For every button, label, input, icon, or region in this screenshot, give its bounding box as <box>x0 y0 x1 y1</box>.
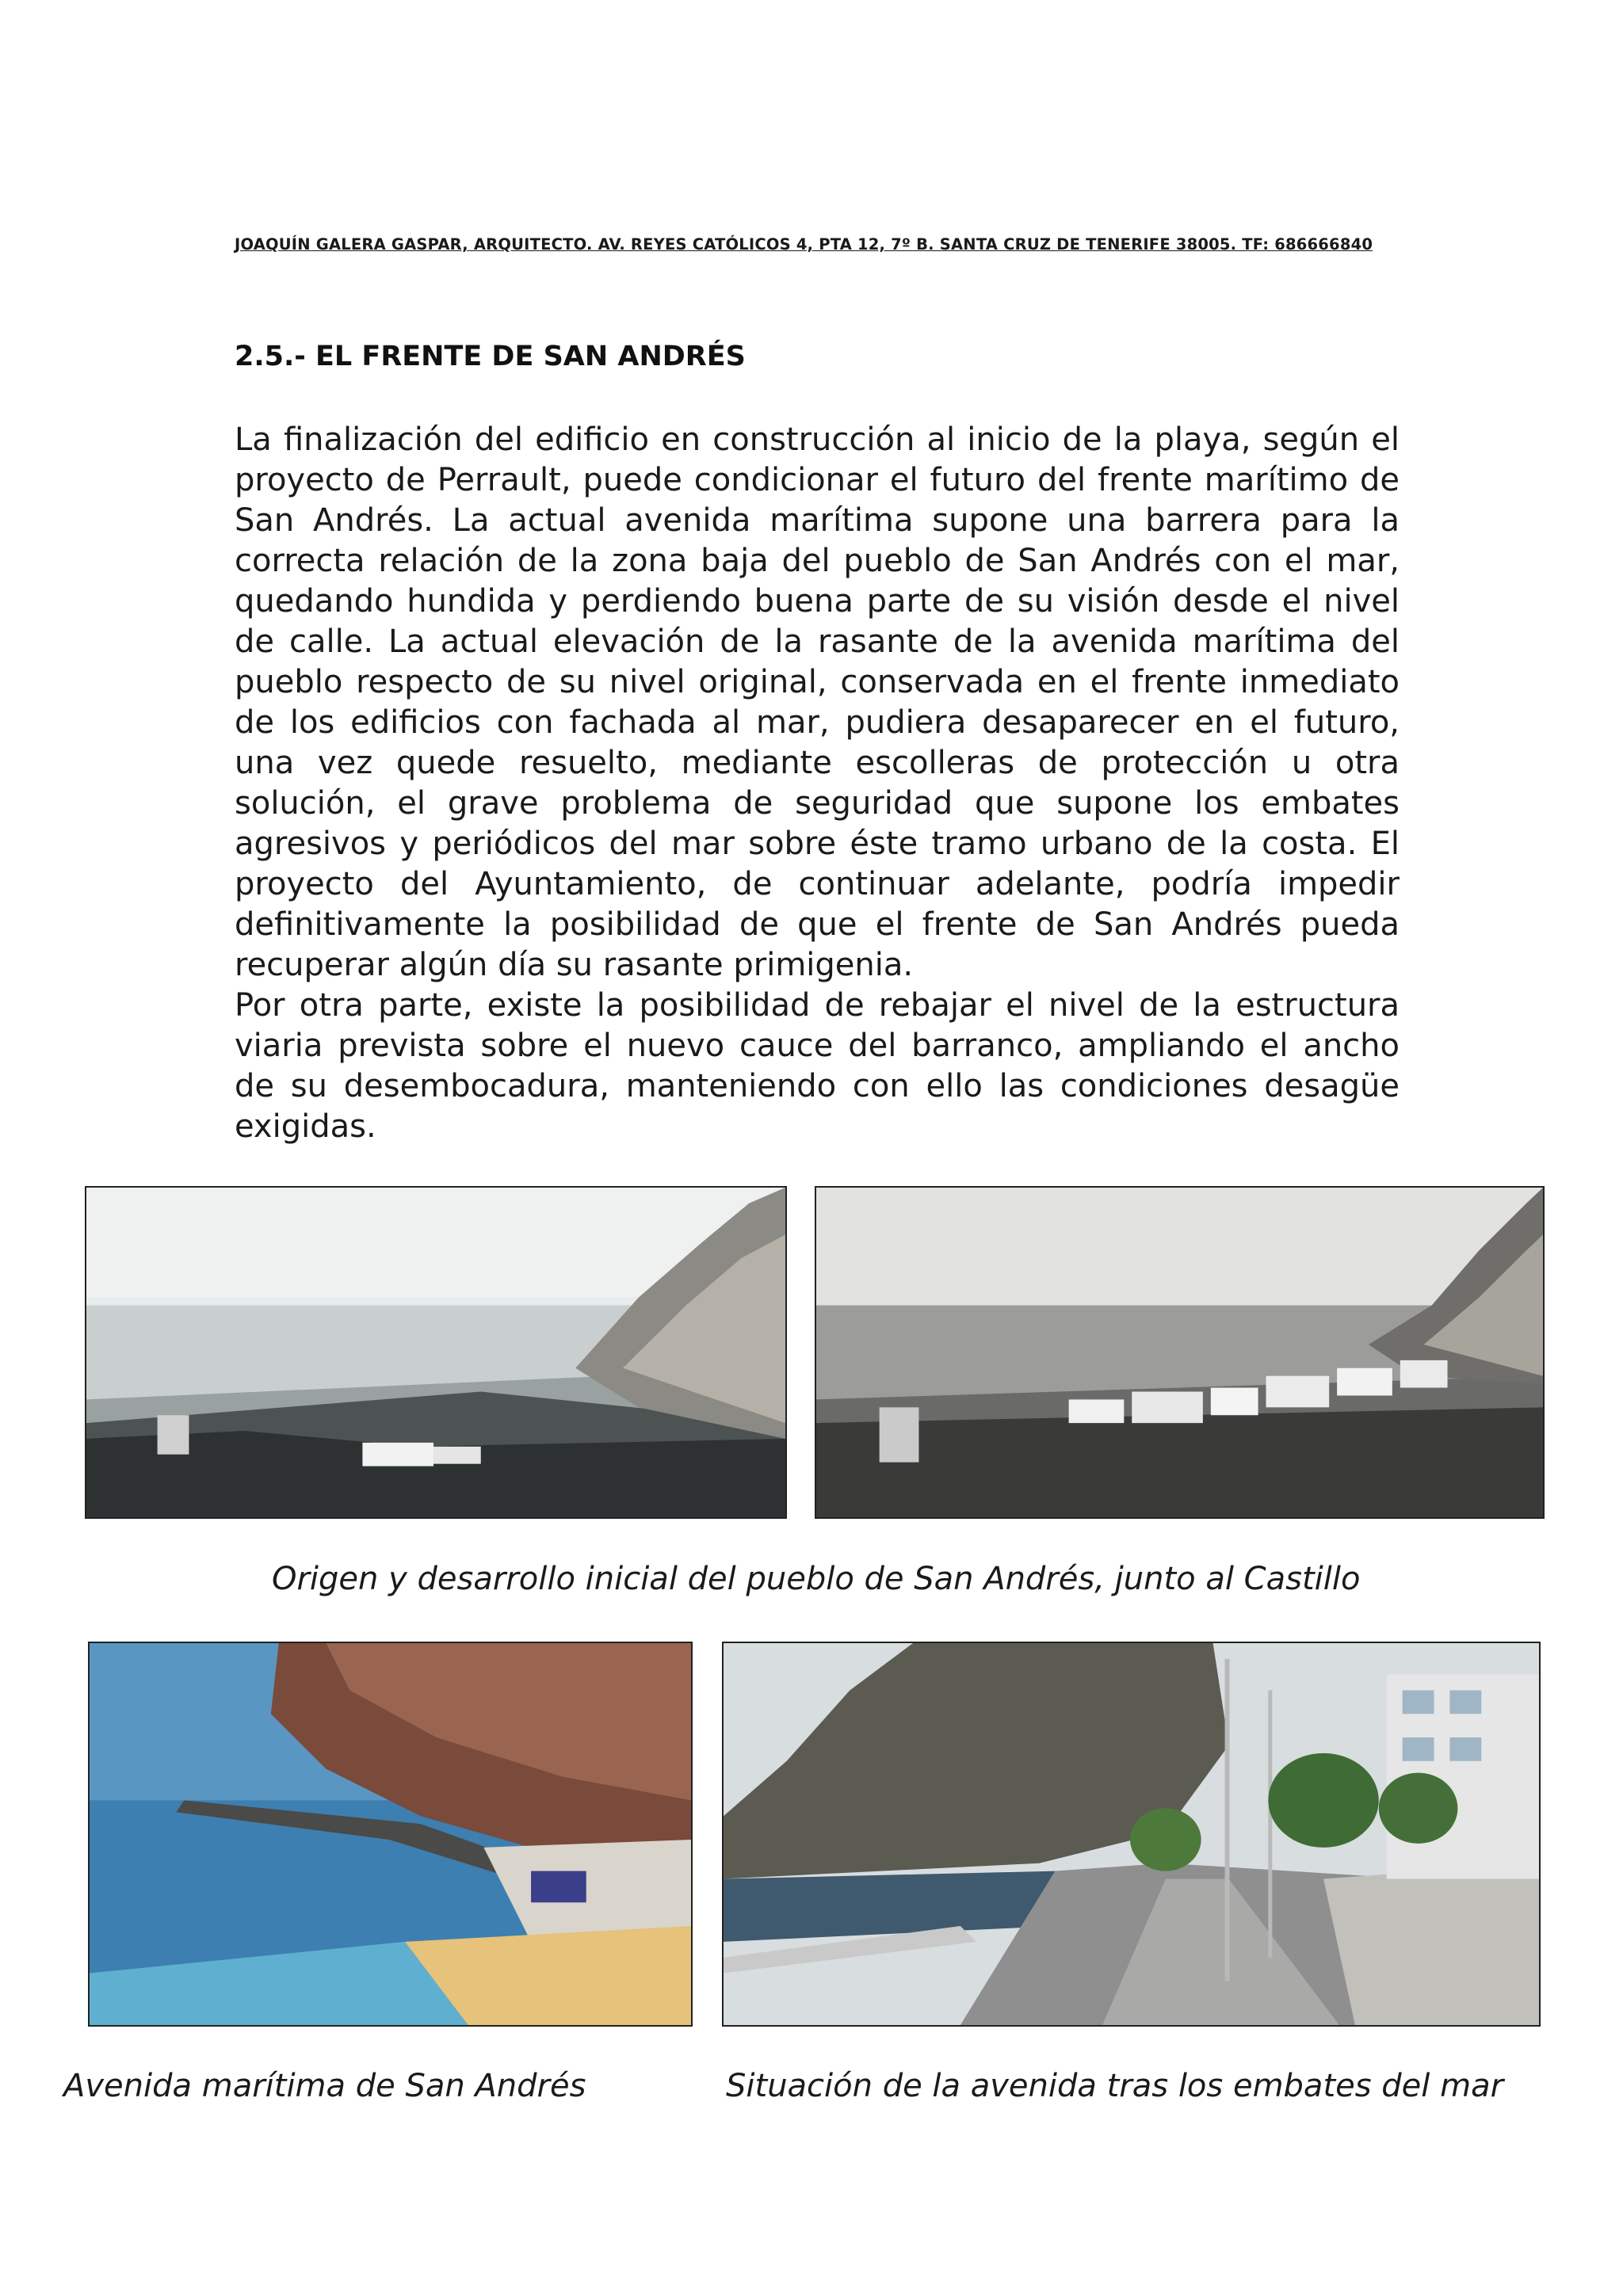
paragraph-1: La finalización del edificio en construcción al inicio de la playa, según el proyecto de Perrault, puede condicionar el futuro del frente marítimo de San Andrés. La actual avenida marítima supone una barrera para la correcta relación de la zona baja del pueblo de San Andrés con el mar, quedando hundida y perdiendo buena parte de su visión desde el nivel de calle. La actual elevación de la rasante de la avenida marítima del pueblo respecto de su nivel original, conservada en el frente inmediato de los edificios con fachada al mar, pudiera desaparecer en el futuro, una vez quede resuelto, mediante escolleras de protección u otra solución, el grave problema de seguridad que supone los embates agresivos y periódicos del mar sobre éste tramo urbano de la costa. El proyecto del Ayuntamiento, de continuar adelante, podría impedir definitivamente la posibilidad de que el frente de San Andrés pueda recuperar algún día su rasante primigenia. <box>235 421 1400 983</box>
section-body <box>235 420 1400 1147</box>
caption-top-photos: Origen y desarrollo inicial del pueblo de San Andrés, junto al Castillo <box>272 1561 1361 1597</box>
photo-damaged-avenue <box>722 1642 1541 2027</box>
photo-old-bay-1 <box>85 1186 787 1519</box>
caption-aerial-avenue: Avenida marítima de San Andrés <box>63 2068 586 2104</box>
photo-aerial-avenue <box>88 1642 693 2027</box>
photo-old-village-2 <box>815 1186 1545 1519</box>
letterhead: JOAQUÍN GALERA GASPAR, ARQUITECTO. AV. REYES CATÓLICOS 4, PTA 12, 7º B. SANTA CRUZ DE TENERIFE 38005. TF: 686666840 <box>235 235 1373 254</box>
paragraph-2: Por otra parte, existe la posibilidad de rebajar el nivel de la estructura viaria prevista sobre el nuevo cauce del barranco, ampliando el ancho de su desembocadura, manteniendo con ello las condiciones desagüe exigidas. <box>235 987 1400 1145</box>
caption-damaged-avenue: Situación de la avenida tras los embates del mar <box>726 2068 1504 2104</box>
section-title: 2.5.- EL FRENTE DE SAN ANDRÉS <box>235 341 746 372</box>
